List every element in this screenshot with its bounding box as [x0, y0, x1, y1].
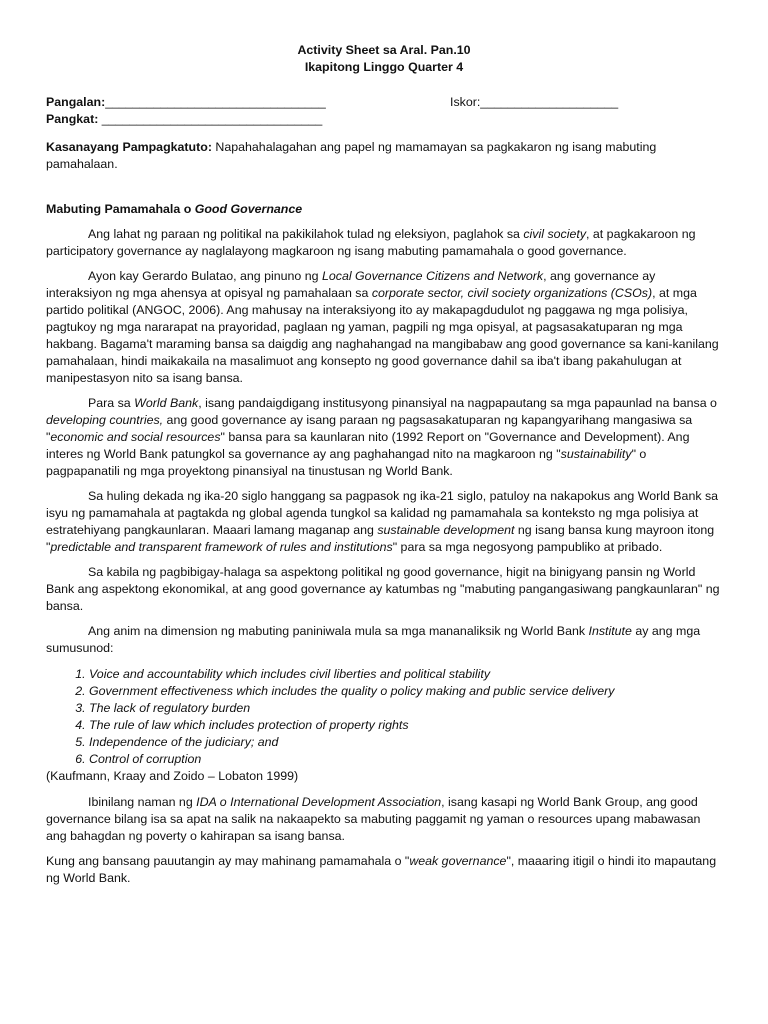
paragraph-1 — [46, 226, 722, 260]
group-label: Pangkat: — [46, 112, 99, 126]
p3-text-c: , isang pandaigdigang institusyong pinansiyal na nagpapautang sa mga papaunlad na bansa o — [198, 396, 717, 410]
list-item: 5. Independence of the judiciary; and — [89, 734, 722, 751]
paragraph-3 — [46, 395, 722, 480]
p4-text-a: Sa huling dekada ng ika-20 siglo hanggang sa pagpasok ng ika-21 siglo, patuloy na nakapokus ang World Bank sa isyu ng pamamahala at pagtakda ng global agenda tungkol sa kalidad ng pamamahala sa konteksto ng mga polisiya at estratehiyang pangkaunlaran. Maaari lamang maganap ang — [46, 489, 719, 537]
paragraph-8 — [46, 853, 722, 887]
p4-italic-b: sustainable development — [377, 523, 515, 537]
p2-italic-b: Local Governance Citizens and Network — [321, 269, 544, 283]
citation: (Kaufmann, Kraay and Zoido – Lobaton 1999) — [46, 769, 299, 783]
section-heading — [46, 201, 722, 218]
competency-label: Kasanayang Pampagkatuto: — [46, 140, 212, 154]
list-item: 3. The lack of regulatory burden — [89, 700, 722, 717]
competency-text: Napahahalagahan ang papel ng mamamayan sa pagkakaron ng isang mabuting pamahalaan. — [46, 140, 657, 171]
p2-text-c: , ang governance ay interaksiyon ng mga ahensya at opisyal ng pamahalaan sa — [46, 269, 656, 300]
group-blank-line: ________________________________ — [98, 112, 323, 126]
name-blank-line: ________________________________ — [105, 95, 326, 109]
p6-text-c: ay ang mga sumusunod: — [46, 624, 701, 655]
list-item: 6. Control of corruption — [89, 751, 722, 768]
p6-text-a: Ang anim na dimension ng mabuting paniniwala mula sa mga mananaliksik ng World Bank — [88, 624, 589, 638]
p8-text-a: Kung ang bansang pauutangin ay may mahinang pamamahala o " — [46, 854, 410, 868]
paragraph-5 — [46, 564, 722, 615]
p4-italic-d: predictable and transparent framework of rules and institutions — [50, 540, 393, 554]
p1-italic-b: civil society — [523, 227, 587, 241]
p8-italic-b: weak governance — [409, 854, 507, 868]
score-label: Iskor: — [450, 95, 481, 109]
p1-text-a: Ang lahat ng paraan ng politikal na pakikilahok tulad ng eleksiyon, paglahok sa — [88, 227, 524, 241]
dimensions-list — [46, 666, 722, 768]
p3-text-e: ang good governance ay isang paraan ng pagsasakatuparan ng kapangyarihang mangasiwa sa " — [46, 413, 693, 444]
p2-italic-d: corporate sector, civil society organizations (CSOs) — [371, 286, 653, 300]
group-row — [46, 111, 722, 128]
p3-italic-f: economic and social resources — [50, 430, 221, 444]
p8-text-c: ", maaaring itigil o hindi ito mapautang ng World Bank. — [46, 854, 717, 885]
list-item: 1. Voice and accountability which includes civil liberties and political stability — [89, 666, 722, 683]
list-item: 2. Government effectiveness which includes the quality o policy making and public service delivery — [89, 683, 722, 700]
p3-text-a: Para sa — [88, 396, 135, 410]
student-info-fields — [46, 94, 722, 128]
p7-text-c: , isang kasapi ng World Bank Group, ang good governance bilang isa sa apat na salik na nakaapekto sa mabuting paggamit ng yaman o resources upang mabawasan ang bahagdan ng poverty o kahirapan sa isang bansa. — [46, 795, 701, 843]
p4-text-e: " para sa mga negosyong pampubliko at pribado. — [392, 540, 663, 554]
score-blank-line: ____________________ — [480, 95, 619, 109]
p3-italic-d: developing countries, — [46, 413, 164, 427]
p3-italic-h: sustainability — [560, 447, 632, 461]
heading-italic: Good Governance — [194, 202, 303, 216]
p4-text-c: ng isang bansa kung mayroon itong " — [46, 523, 715, 554]
name-score-row — [46, 94, 722, 111]
name-field[interactable] — [46, 94, 450, 111]
name-label: Pangalan: — [46, 95, 106, 109]
p3-text-g: " bansa para sa kaunlaran nito (1992 Report on "Governance and Development). Ang interes ng World Bank patungkol sa governance ay ang paghahangad nito na magkaroon ng " — [46, 430, 690, 461]
p3-italic-b: World Bank — [134, 396, 199, 410]
list-item: 4. The rule of law which includes protection of property rights — [89, 717, 722, 734]
paragraph-6 — [46, 623, 722, 657]
p5-text-a: Sa kabila ng pagbibigay-halaga sa aspektong politikal ng good governance, higit na binigyang pansin ng World Bank ang aspektong ekonomikal, at ang good governance ay katumbas ng "mabuting pangangasiwang pangkaunlaran" ng bansa. — [46, 565, 720, 613]
paragraph-7 — [46, 794, 722, 845]
score-field[interactable] — [450, 94, 618, 111]
heading-plain: Mabuting Pamamahala o — [46, 202, 195, 216]
p2-text-a: Ayon kay Gerardo Bulatao, ang pinuno ng — [88, 269, 322, 283]
p7-text-a: Ibinilang naman ng — [88, 795, 197, 809]
page-subtitle: Ikapitong Linggo Quarter 4 — [304, 60, 464, 74]
page-title: Activity Sheet sa Aral. Pan.10 — [297, 43, 471, 57]
p6-italic-b: Institute — [588, 624, 632, 638]
p7-italic-b: IDA o International Development Association — [196, 795, 442, 809]
paragraph-2 — [46, 268, 722, 387]
paragraph-4 — [46, 488, 722, 556]
p2-text-e: , at mga partido politikal (ANGOC, 2006). Ang mahusay na interaksiyong ito ay makapagdudulot ng paggawa ng mga polisiya, pagtukoy ng mga nararapat na prayoridad, paglaan ng yaman, pagpili ng mga opisyal, at pagsasakatuparan ng mga hakbang. Bagama't maraming bansa sa daigdig ang naghahangad na mangibabaw ang good governance sa kani-kanilang pamahalaan, hindi maikakaila na masalimuot ang konsepto ng good governance dahil sa iba't ibang pakahulugan at manipestasyon nito sa isang bansa. — [46, 286, 719, 385]
learning-competency — [46, 139, 722, 173]
p3-text-i: " o pagpapanatili ng mga proyektong pinansiyal na tinustusan ng World Bank. — [46, 447, 647, 478]
p1-text-c: , at pagkakaroon ng participatory governance ay naglalayong magkaroon ng isang mabuting pamamahala o good governance. — [46, 227, 696, 258]
group-field[interactable] — [46, 111, 322, 128]
